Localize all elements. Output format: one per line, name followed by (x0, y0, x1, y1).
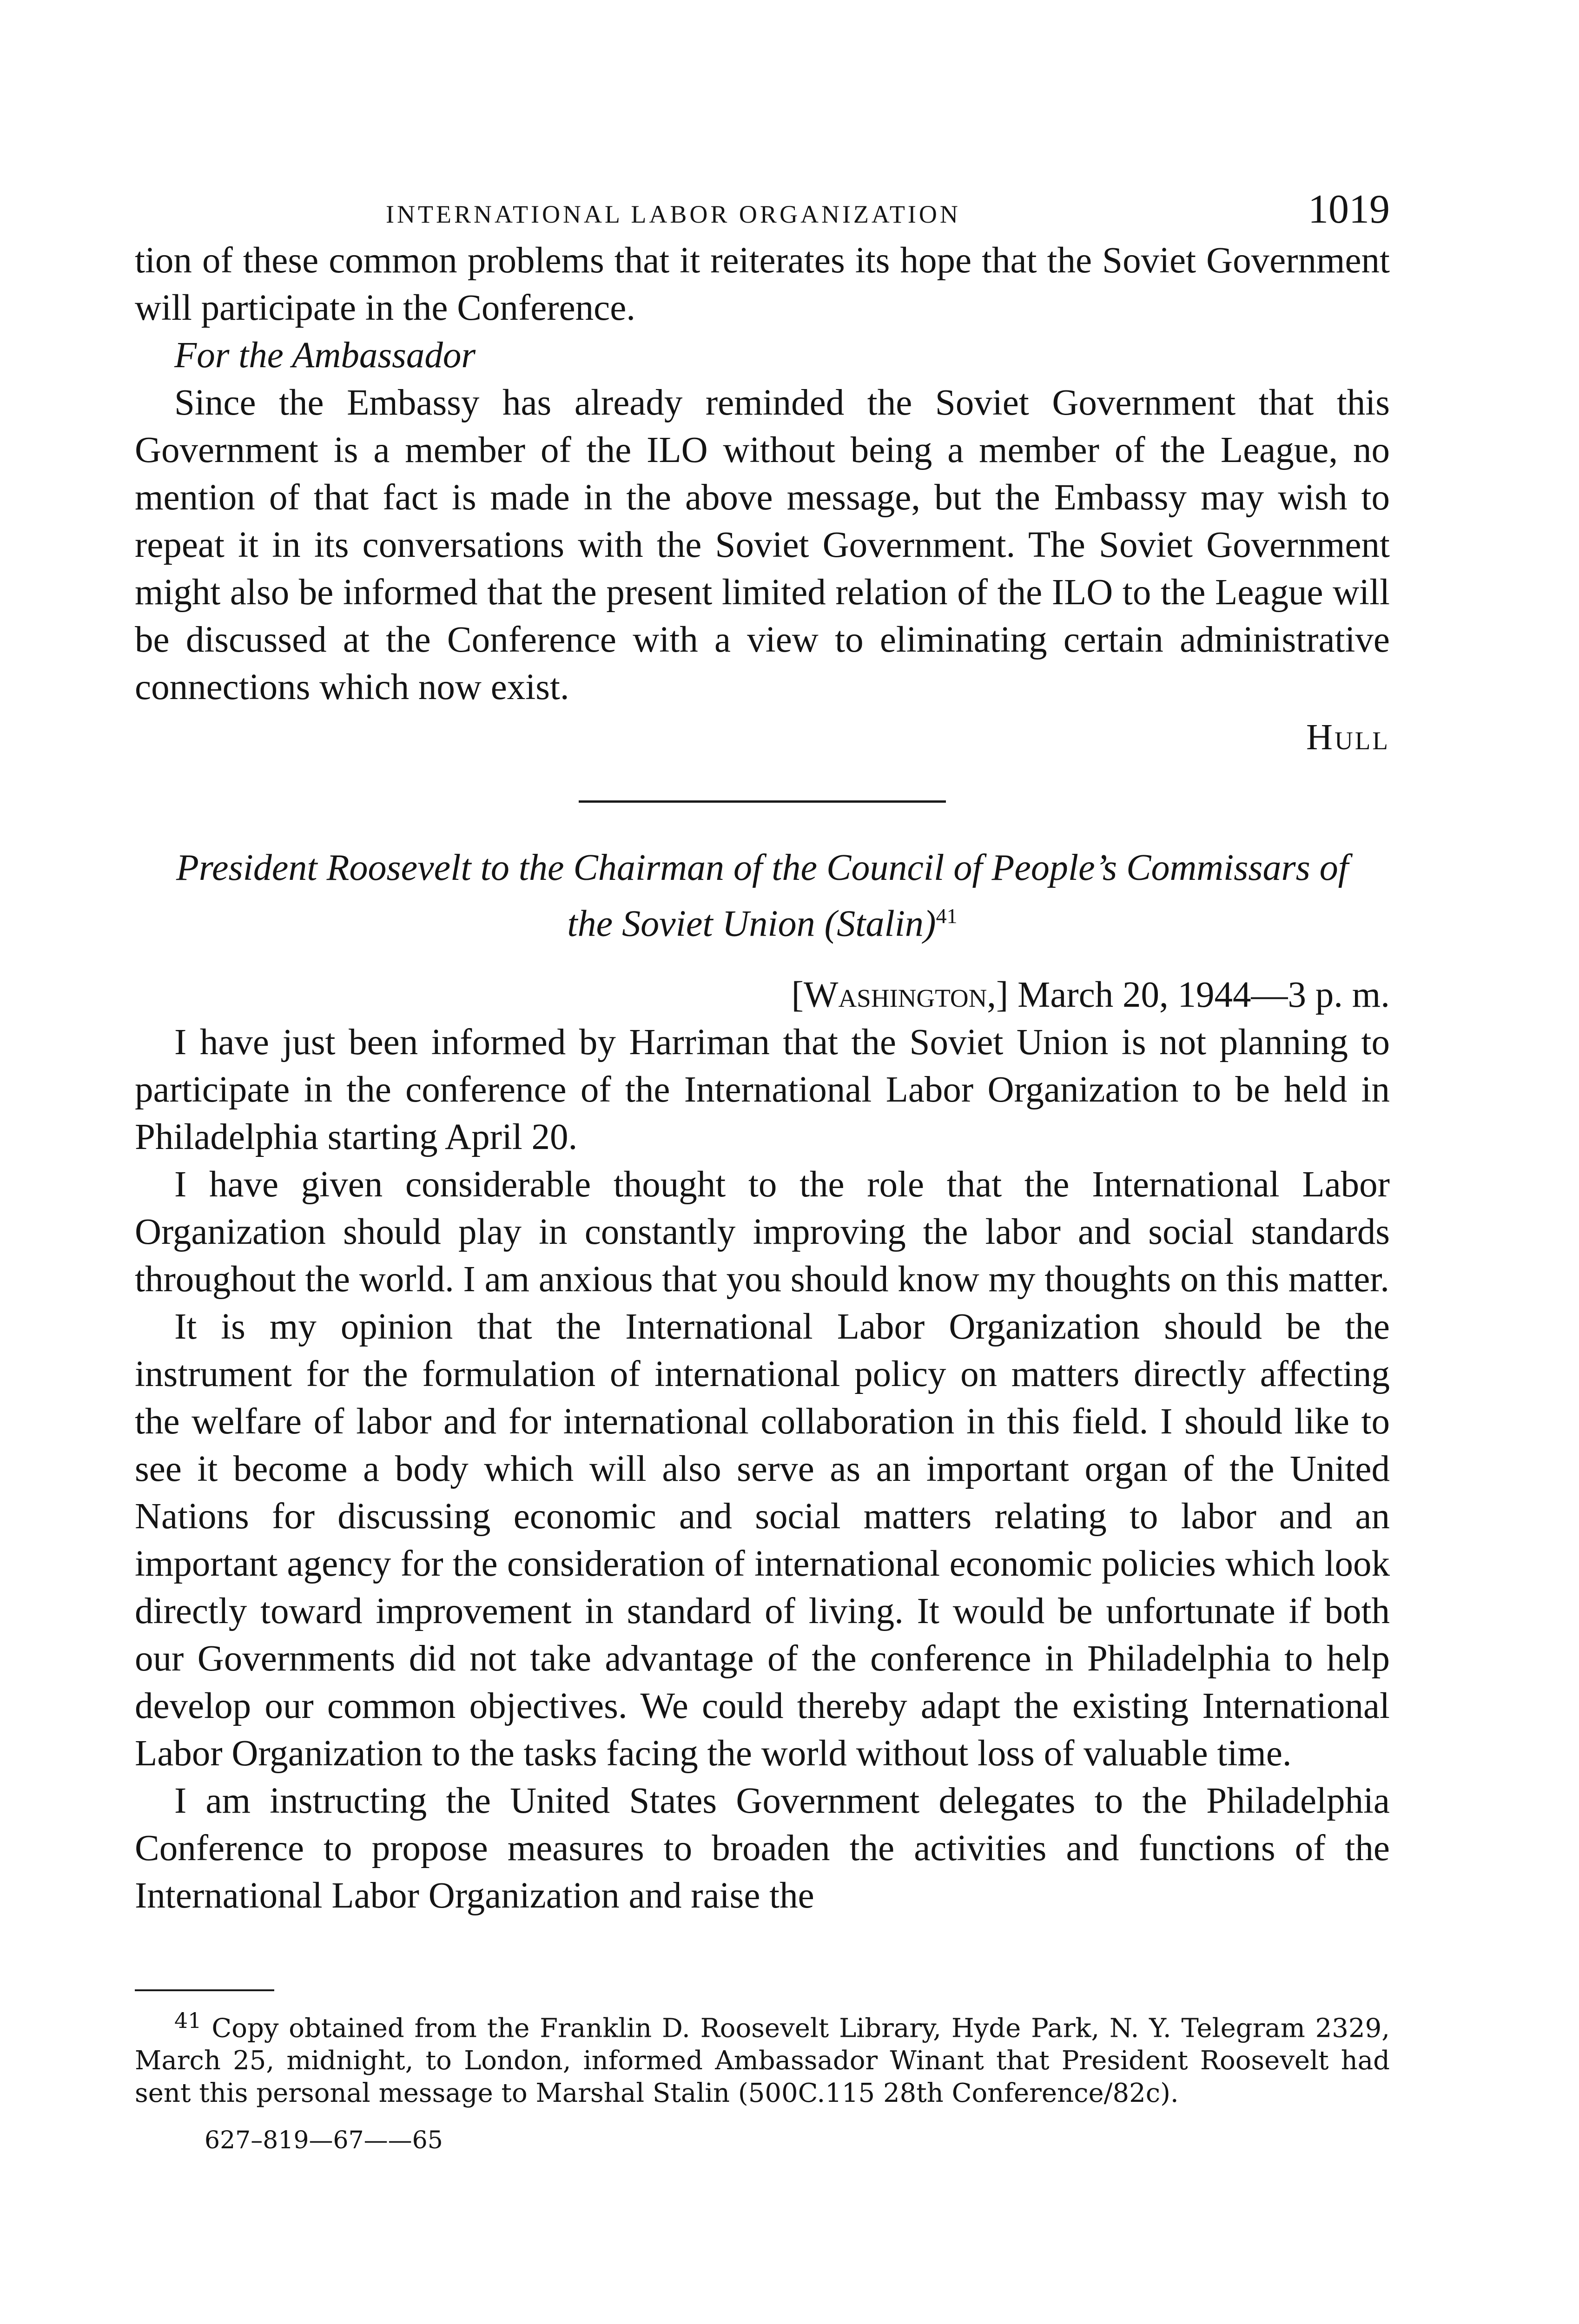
section-divider (579, 800, 946, 803)
signature-hull: Hull (1306, 717, 1390, 758)
running-head (135, 186, 1390, 237)
body-paragraph-4: I am instructing the United States Government delegates to the Philadelphia Conference to propose measures to broaden the activities and functions of the International Labor Organization and raise the (135, 1780, 1390, 1916)
embassy-note-paragraph: Since the Embassy has already reminded the Soviet Government that this Government is a member of the ILO without being a member of the League, no mention of that fact is made in the above message, but the Embassy may wish to repeat it in its conversations with the Soviet Government. The Soviet Government might also be informed that the present limited relation of the ILO to the League will be discussed at the Conference with a view to eliminating certain administrative connections which now exist. (135, 383, 1390, 707)
heading-footnote-ref: 41 (936, 904, 958, 928)
document-page (135, 186, 1390, 2154)
dateline-place: [Washington,] (791, 974, 1009, 1015)
body-paragraph-3: It is my opinion that the International Labor Organization should be the instrument for the formulation of international policy on matters directly affecting the welfare of labor and for international collaboration in this field. I should like to see it become a body which will also serve as an important organ of the United Nations for discussing economic and social matters relating to labor and an important agency for the consideration of international economic policies which look directly toward improvement in standard of living. It would be unfortunate if both our Governments did not take advantage of the conference in Philadelphia to help develop our common objectives. We could thereby adapt the existing International Labor Organization to the tasks facing the world without loss of valuable time. (135, 1306, 1390, 1774)
document-heading-text: President Roosevelt to the Chairman of the Council of People’s Commissars of the Soviet Union (Stalin) (176, 847, 1349, 944)
signature-for-ambassador: For the Ambassador (174, 335, 476, 376)
page-number: 1019 (1308, 187, 1390, 232)
body-paragraph-1: I have just been informed by Harriman that the Soviet Union is not planning to participate in the conference of the International Labor Organization to be held in Philadelphia starting April 20. (135, 1022, 1390, 1157)
continued-paragraph: tion of these common problems that it reiterates its hope that the Soviet Government will participate in the Conference. (135, 240, 1390, 328)
dateline-date: March 20, 1944—3 p. m. (1017, 974, 1390, 1015)
running-title: INTERNATIONAL LABOR ORGANIZATION (386, 200, 961, 228)
printer-code: 627–819—67——65 (205, 2126, 443, 2155)
footnote-number: 41 (174, 2007, 202, 2033)
footnote-text: Copy obtained from the Franklin D. Roosevelt Library, Hyde Park, N. Y. Telegram 2329, March 25, midnight, to London, informed Ambassador Winant that President Roosevelt had sent this personal message to Marshal Stalin (500C.115 28th Conference/82c). (135, 2013, 1390, 2109)
footnote-41 (135, 2004, 1390, 2110)
body-paragraph-2: I have given considerable thought to the role that the International Labor Organization should play in constantly improving the labor and social standards throughout the world. I am anxious that you should know my thoughts on this matter. (135, 1164, 1390, 1300)
footnote-rule (135, 1989, 274, 1991)
dateline (135, 971, 1390, 1019)
document-heading (163, 844, 1362, 948)
